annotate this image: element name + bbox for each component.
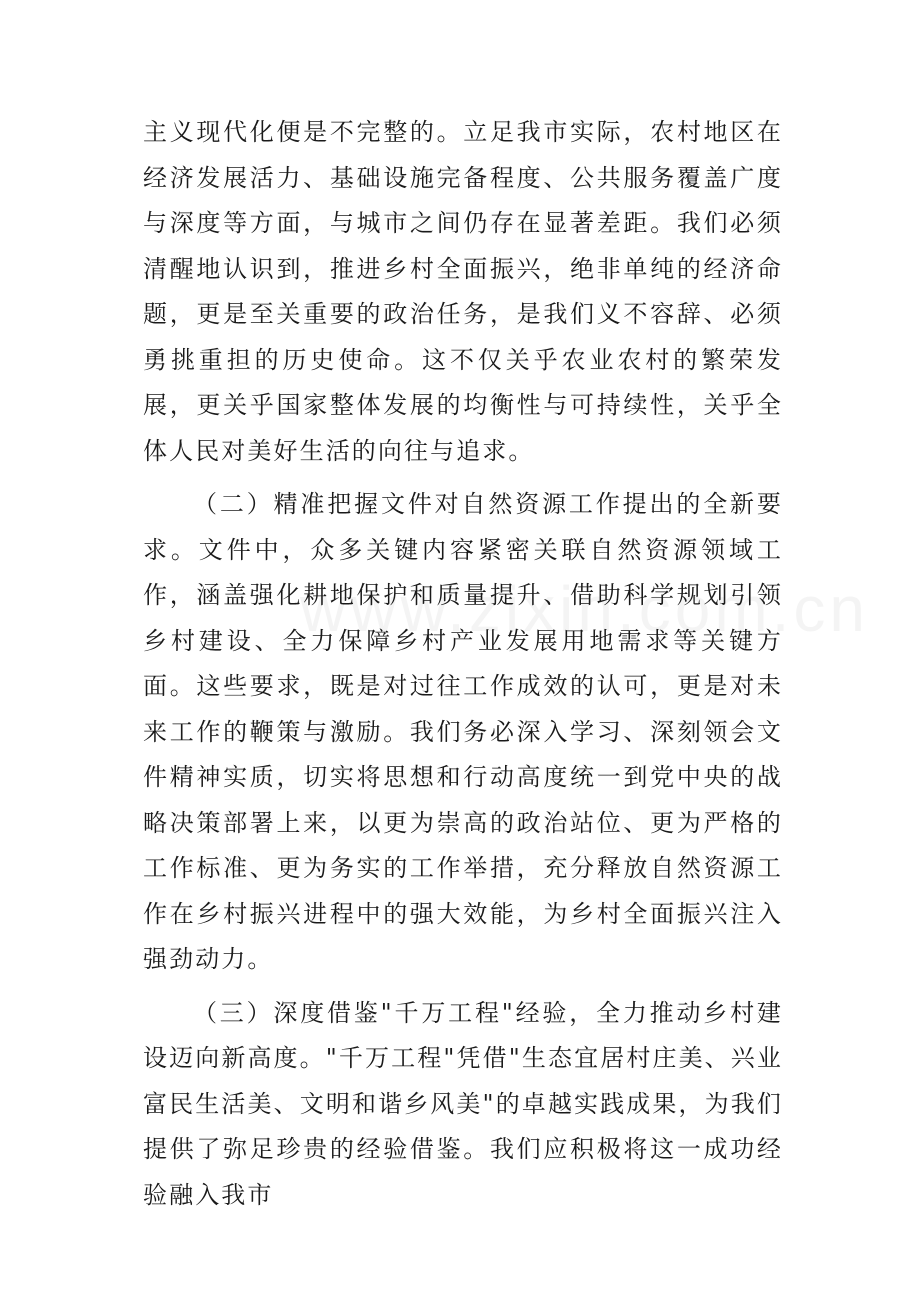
paragraph-section-2: （二）精准把握文件对自然资源工作提出的全新要求。文件中，众多关键内容紧密关联自然资源领域工作，涵盖强化耕地保护和质量提升、借助科学规划引领乡村建设、全力保障乡村产业发展用地需求等关键方面。这些要求，既是对过往工作成效的认可，更是对未来工作的鞭策与激励。我们务必深入学习、深刻领会文件精神实质，切实将思想和行动高度统一到党中央的战略决策部署上来，以更为崇高的政治站位、更为严格的工作标准、更为务实的工作举措，充分释放自然资源工作在乡村振兴进程中的强大效能，为乡村全面振兴注入强劲动力。 — [143, 490, 783, 973]
document-page — [143, 110, 783, 1218]
paragraph-section-3: （三）深度借鉴"千万工程"经验，全力推动乡村建设迈向新高度。"千万工程"凭借"生态宜居村庄美、兴业富民生活美、文明和谐乡风美"的卓越实践成果，为我们提供了弥足珍贵的经验借鉴。我们应积极将这一成功经验融入我市 — [143, 998, 783, 1209]
paragraph-continuation: 主义现代化便是不完整的。立足我市实际，农村地区在经济发展活力、基础设施完备程度、公共服务覆盖广度与深度等方面，与城市之间仍存在显著差距。我们必须清醒地认识到，推进乡村全面振兴，绝非单纯的经济命题，更是至关重要的政治任务，是我们义不容辞、必须勇挑重担的历史使命。这不仅关乎农业农村的繁荣发展，更关乎国家整体发展的均衡性与可持续性，关乎全体人民对美好生活的向往与追求。 — [143, 118, 783, 465]
